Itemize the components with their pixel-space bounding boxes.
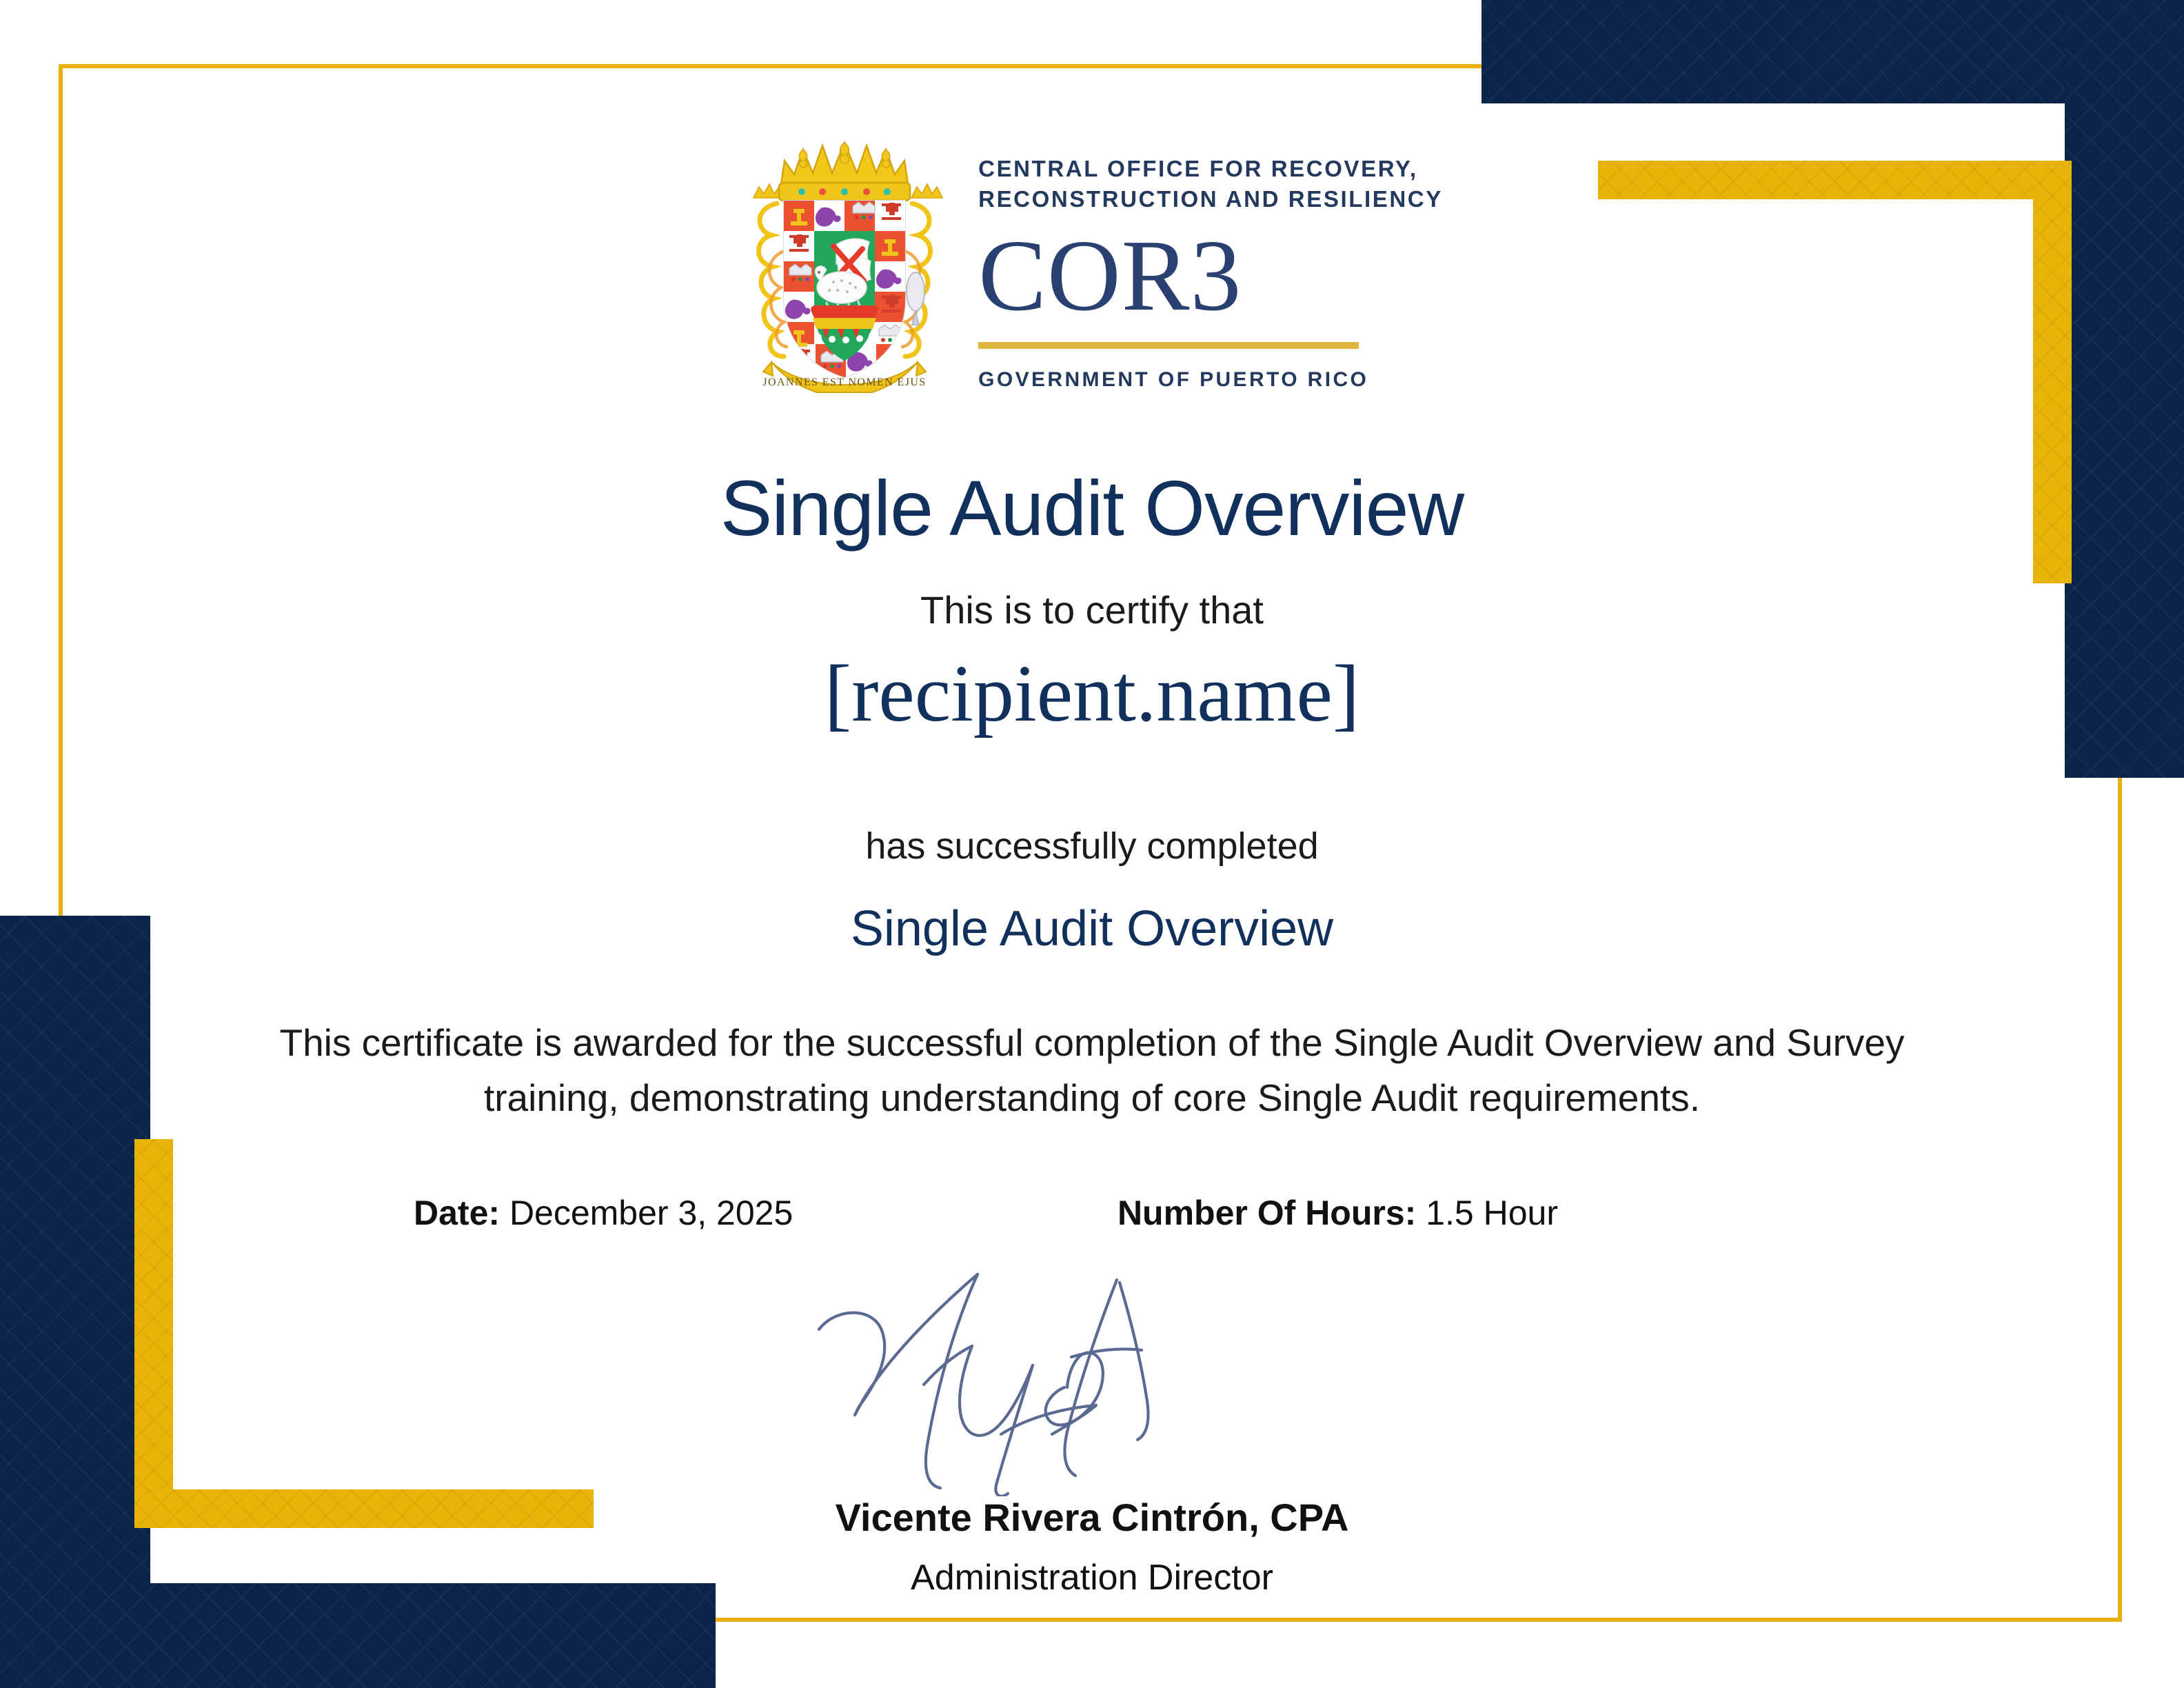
hours-label: Number Of Hours:	[1117, 1194, 1417, 1232]
signer-role: Administration Director	[911, 1558, 1273, 1598]
logo-organization-name: CENTRAL OFFICE FOR RECOVERY, RECONSTRUCTION AND RESILIENCY	[978, 156, 1443, 212]
logo-text-block	[978, 134, 1443, 392]
signer-name: Vicente Rivera Cintrón, CPA	[835, 1496, 1349, 1539]
date-value: December 3, 2025	[509, 1194, 793, 1232]
certificate-meta-row	[414, 1193, 1723, 1233]
logo-government-line: GOVERNMENT OF PUERTO RICO	[978, 368, 1369, 392]
logo-lockup	[0, 134, 2184, 407]
completed-line: has successfully completed	[865, 825, 1319, 867]
certificate-title: Single Audit Overview	[720, 465, 1464, 552]
certify-line: This is to certify that	[920, 588, 1264, 632]
date-label: Date:	[414, 1194, 501, 1232]
hours-value: 1.5 Hour	[1426, 1194, 1558, 1232]
logo-gold-divider	[978, 342, 1359, 349]
logo-wordmark: COR3	[978, 219, 1242, 333]
hours-group	[1118, 1193, 1558, 1233]
svg-text:JOANNES EST NOMEN EJUS: JOANNES EST NOMEN EJUS	[762, 376, 927, 388]
recipient-name: [recipient.name]	[824, 648, 1360, 738]
certificate-description: This certificate is awarded for the successful completion of the Single Audit Overview and Survey training, demonstrating understanding of core Single Audit requirements.	[279, 1021, 1905, 1120]
handwritten-signature-icon	[793, 1269, 1344, 1496]
date-group	[414, 1193, 793, 1233]
coat-of-arms-icon	[741, 134, 948, 407]
course-name: Single Audit Overview	[850, 901, 1334, 956]
